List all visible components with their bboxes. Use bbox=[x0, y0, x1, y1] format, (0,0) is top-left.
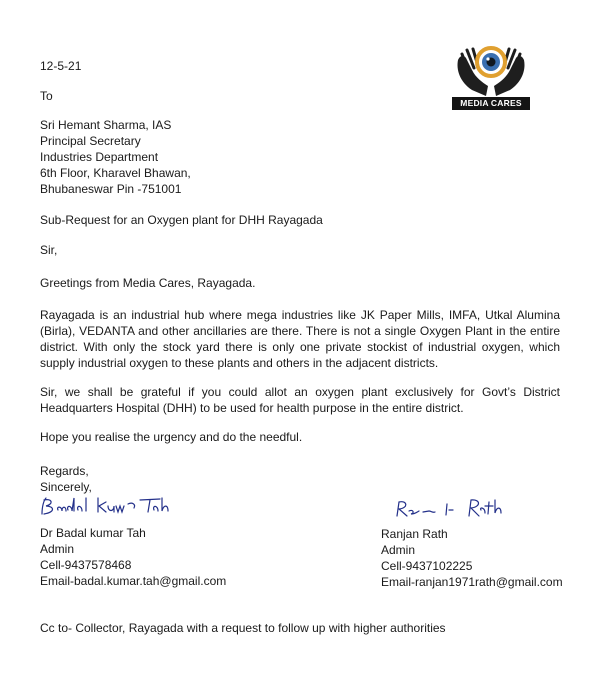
closing-line: Sincerely, bbox=[40, 480, 92, 494]
signatory-name: Ranjan Rath bbox=[381, 527, 448, 541]
logo-text: MEDIA CARES bbox=[452, 97, 530, 110]
recipient-line: Industries Department bbox=[40, 150, 159, 164]
closing-line: Regards, bbox=[40, 464, 89, 478]
recipient-line: Sri Hemant Sharma, IAS bbox=[40, 118, 172, 132]
handwritten-signature bbox=[36, 494, 176, 520]
greeting: Greetings from Media Cares, Rayagada. bbox=[40, 276, 256, 290]
signatory-cell: Cell-9437578468 bbox=[40, 558, 132, 572]
eye-in-hands-icon bbox=[452, 40, 530, 98]
recipient-address bbox=[40, 117, 560, 197]
signatory-role: Admin bbox=[381, 543, 416, 557]
signatory-email: Email-ranjan1971rath@gmail.com bbox=[381, 575, 563, 589]
body-paragraph: Hope you realise the urgency and do the needful. bbox=[40, 430, 303, 444]
signatory-email: Email-badal.kumar.tah@gmail.com bbox=[40, 574, 227, 588]
signatory-role: Admin bbox=[40, 542, 75, 556]
signature-ranjan bbox=[391, 496, 511, 525]
subject-line: Sub-Request for an Oxygen plant for DHH Rayagada bbox=[40, 213, 323, 227]
letter-date: 12-5-21 bbox=[40, 59, 82, 73]
cc-line: Cc to- Collector, Rayagada with a request to follow up with higher authorities bbox=[40, 621, 446, 635]
signature-badal bbox=[36, 494, 176, 523]
recipient-line: Principal Secretary bbox=[40, 134, 141, 148]
media-cares-logo bbox=[452, 40, 530, 112]
signatory-block-1 bbox=[40, 525, 300, 589]
body-paragraph: Sir, we shall be grateful if you could allot an oxygen plant exclusively for Govt’s District Headquarters Hospital (DHH) to be used for health purpose in the entire district. bbox=[40, 385, 560, 415]
signatory-name: Dr Badal kumar Tah bbox=[40, 526, 146, 540]
recipient-line: 6th Floor, Kharavel Bhawan, bbox=[40, 166, 191, 180]
signatory-cell: Cell-9437102225 bbox=[381, 559, 473, 573]
closing bbox=[40, 463, 560, 495]
handwritten-signature bbox=[391, 496, 511, 522]
signatory-block-2 bbox=[381, 526, 581, 590]
body-paragraph: Rayagada is an industrial hub where mega industries like JK Paper Mills, IMFA, Utkal Alumina (Birla), VEDANTA and other ancillaries are there. There is not a single Oxygen Plant in the entire district. With only the stock yard there is only one private stockist of industrial oxygen, which supply industrial oxygen to these plants and others in the adjacent districts. bbox=[40, 308, 560, 370]
to-label: To bbox=[40, 89, 53, 103]
salutation: Sir, bbox=[40, 243, 58, 257]
recipient-line: Bhubaneswar Pin -751001 bbox=[40, 182, 182, 196]
